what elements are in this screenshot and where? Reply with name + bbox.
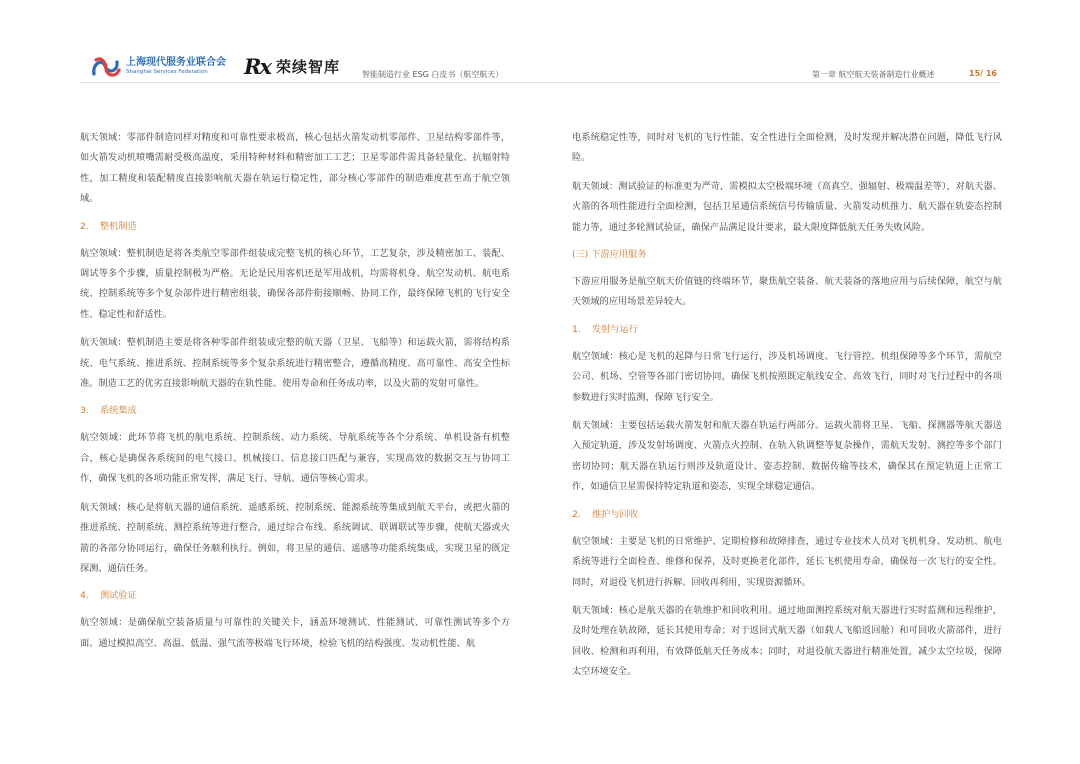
header-divider	[80, 82, 1000, 83]
federation-logo	[90, 52, 230, 82]
heading-text: 整机制造	[100, 220, 137, 232]
heading-text: 维护与回收	[592, 508, 638, 520]
brand-name: 荣续智库	[275, 57, 340, 76]
heading-number: 1.	[572, 323, 581, 335]
paragraph: 航空领域：整机制造是将各类航空零部件组装成完整飞机的核心环节，工艺复杂，涉及精密加工、装配、调试等多个步骤，质量控制极为严格。无论是民用客机还是军用战机，均需将机身、航空发动机、航电系统、控制系统等多个复杂部件进行精密组装，确保各部件衔接顺畅、协同工作，最终保障飞机的飞行安全性、稳定性和舒适性。	[80, 247, 510, 320]
federation-emblem-icon	[90, 54, 122, 80]
paragraph: 航天领域：核心是航天器的在轨维护和回收利用。通过地面测控系统对航天器进行实时监测和远程维护，及时处理在轨故障，延长其使用寿命；对于返回式航天器（如载人飞船返回舱）和可回收火箭部件，进行回收、检测和再利用，有效降低航天任务成本；同时，对退役航天器进行精准处置，减少太空垃圾，保障太空环境安全。	[572, 604, 1002, 678]
paragraph: 航天领域：核心是将航天器的通信系统、遥感系统、控制系统、能源系统等集成到航天平台，或把火箭的推进系统、控制系统、测控系统等进行整合，通过综合布线、系统调试、联调联试等步骤，使航天器或火箭的各部分协同运行，确保任务顺利执行。例如，将卫星的通信、遥感等功能系统集成，实现卫星的既定探测、通信任务。	[80, 501, 510, 574]
paragraph: 航空领域：此环节将飞机的航电系统、控制系统、动力系统、导航系统等各个分系统、单机设备有机整合，核心是确保各系统间的电气接口、机械接口、信息接口匹配与兼容，实现高效的数据交互与协同工作，确保飞机的各项功能正常发挥，满足飞行、导航、通信等核心需求。	[80, 432, 510, 485]
document-title: 智能制造行业 ESG 白皮书（航空航天）	[362, 70, 504, 79]
paragraph: 航天领域：零部件制造同样对精度和可靠性要求极高，核心包括火箭发动机零部件、卫星结构零部件等，如火箭发动机喷嘴需耐受极高温度，采用特种材料和精密加工工艺；卫星零部件需具备轻量化、抗辐射特性，加工精度和装配精度直接影响航天器在轨运行稳定性，部分核心零部件的制造难度甚至高于航空领域。	[80, 132, 510, 205]
heading-text: 系统集成	[100, 405, 137, 417]
paragraph: 航天领域：测试验证的标准更为严苛，需模拟太空极端环境（高真空、强辐射、极端温差等），对航天器、火箭的各项性能进行全面检测，包括卫星通信系统信号传输质量、火箭发动机推力、航天器在轨姿态控制能力等，通过多轮测试验证，确保产品满足设计要求，最大限度降低航天任务失败风险。	[572, 180, 1002, 233]
chapter-title: 第一章 航空航天装备制造行业概述	[812, 70, 935, 79]
federation-name-en: Shanghai Services Federation	[126, 69, 208, 76]
section-heading: (三) 下游应用服务	[572, 249, 647, 261]
heading-text: 发射与运行	[592, 323, 638, 335]
federation-name-cn: 上海现代服务业联合会	[126, 57, 226, 69]
paragraph: 电系统稳定性等，同时对飞机的飞行性能、安全性进行全面检测，及时发现并解决潜在问题，降低飞行风险。	[572, 132, 1002, 164]
section-heading	[80, 218, 510, 235]
heading-number: 2.	[572, 508, 581, 520]
page-number: 15/ 16	[969, 69, 997, 78]
rx-mark-icon: Rx	[244, 53, 270, 79]
paragraph: 航空领域：核心是飞机的起降与日常飞行运行，涉及机场调度、飞行管控、机组保障等多个环节，需航空公司、机场、空管等各部门密切协同，确保飞机按照既定航线安全、高效飞行，同时对飞行过程中的各项参数进行实时监测，保障飞行安全。	[572, 350, 1002, 403]
section-heading	[80, 587, 510, 604]
heading-text: 测试验证	[100, 590, 137, 602]
heading-number: 4.	[80, 590, 89, 602]
heading-number: 2.	[80, 220, 89, 232]
paragraph: 下游应用服务是航空航天价值链的终端环节，聚焦航空装备、航天装备的落地应用与后续保障，航空与航天领域的应用场景差异较大。	[572, 276, 1002, 308]
paragraph: 航空领域：是确保航空装备质量与可靠性的关键关卡，涵盖环境测试、性能测试、可靠性测试等多个方面。通过模拟高空、高温、低温、强气流等极端飞行环境，检验飞机的结构强度、发动机性能、航	[80, 617, 510, 649]
section-heading	[80, 402, 510, 419]
paragraph: 航空领域：主要是飞机的日常维护、定期检修和故障排查，通过专业技术人员对飞机机身、发动机、航电系统等进行全面检查、维修和保养，及时更换老化部件，延长飞机使用寿命，确保每一次飞行的安全性。同时，对退役飞机进行拆解、回收再利用，实现资源循环。	[572, 535, 1002, 588]
section-heading	[572, 506, 1002, 523]
section-heading	[572, 321, 1002, 338]
right-column	[572, 128, 1002, 691]
paragraph: 航天领域：主要包括运载火箭发射和航天器在轨运行两部分。运载火箭将卫星、飞船、探测器等航天器送入预定轨道，涉及发射场调度、火箭点火控制、在轨入轨调整等复杂操作，需航天发射、测控等多个部门密切协同；航天器在轨运行则涉及轨道设计、姿态控制、数据传输等技术，确保其在预定轨道上正常工作，如通信卫星需保持特定轨道和姿态，实现全球稳定通信。	[572, 420, 1002, 493]
paragraph: 航天领域：整机制造主要是将各种零部件组装成完整的航天器（卫星、飞船等）和运载火箭，需将结构系统、电气系统、推进系统、控制系统等多个复杂系统进行精密整合，遵循高精度、高可靠性、高安全性标准。制造工艺的优劣直接影响航天器的在轨性能、使用寿命和任务成功率，以及火箭的发射可靠性。	[80, 337, 510, 390]
page-header	[0, 0, 1080, 100]
rongxu-logo	[244, 51, 340, 81]
heading-number: 3.	[80, 405, 89, 417]
left-column	[80, 128, 510, 662]
